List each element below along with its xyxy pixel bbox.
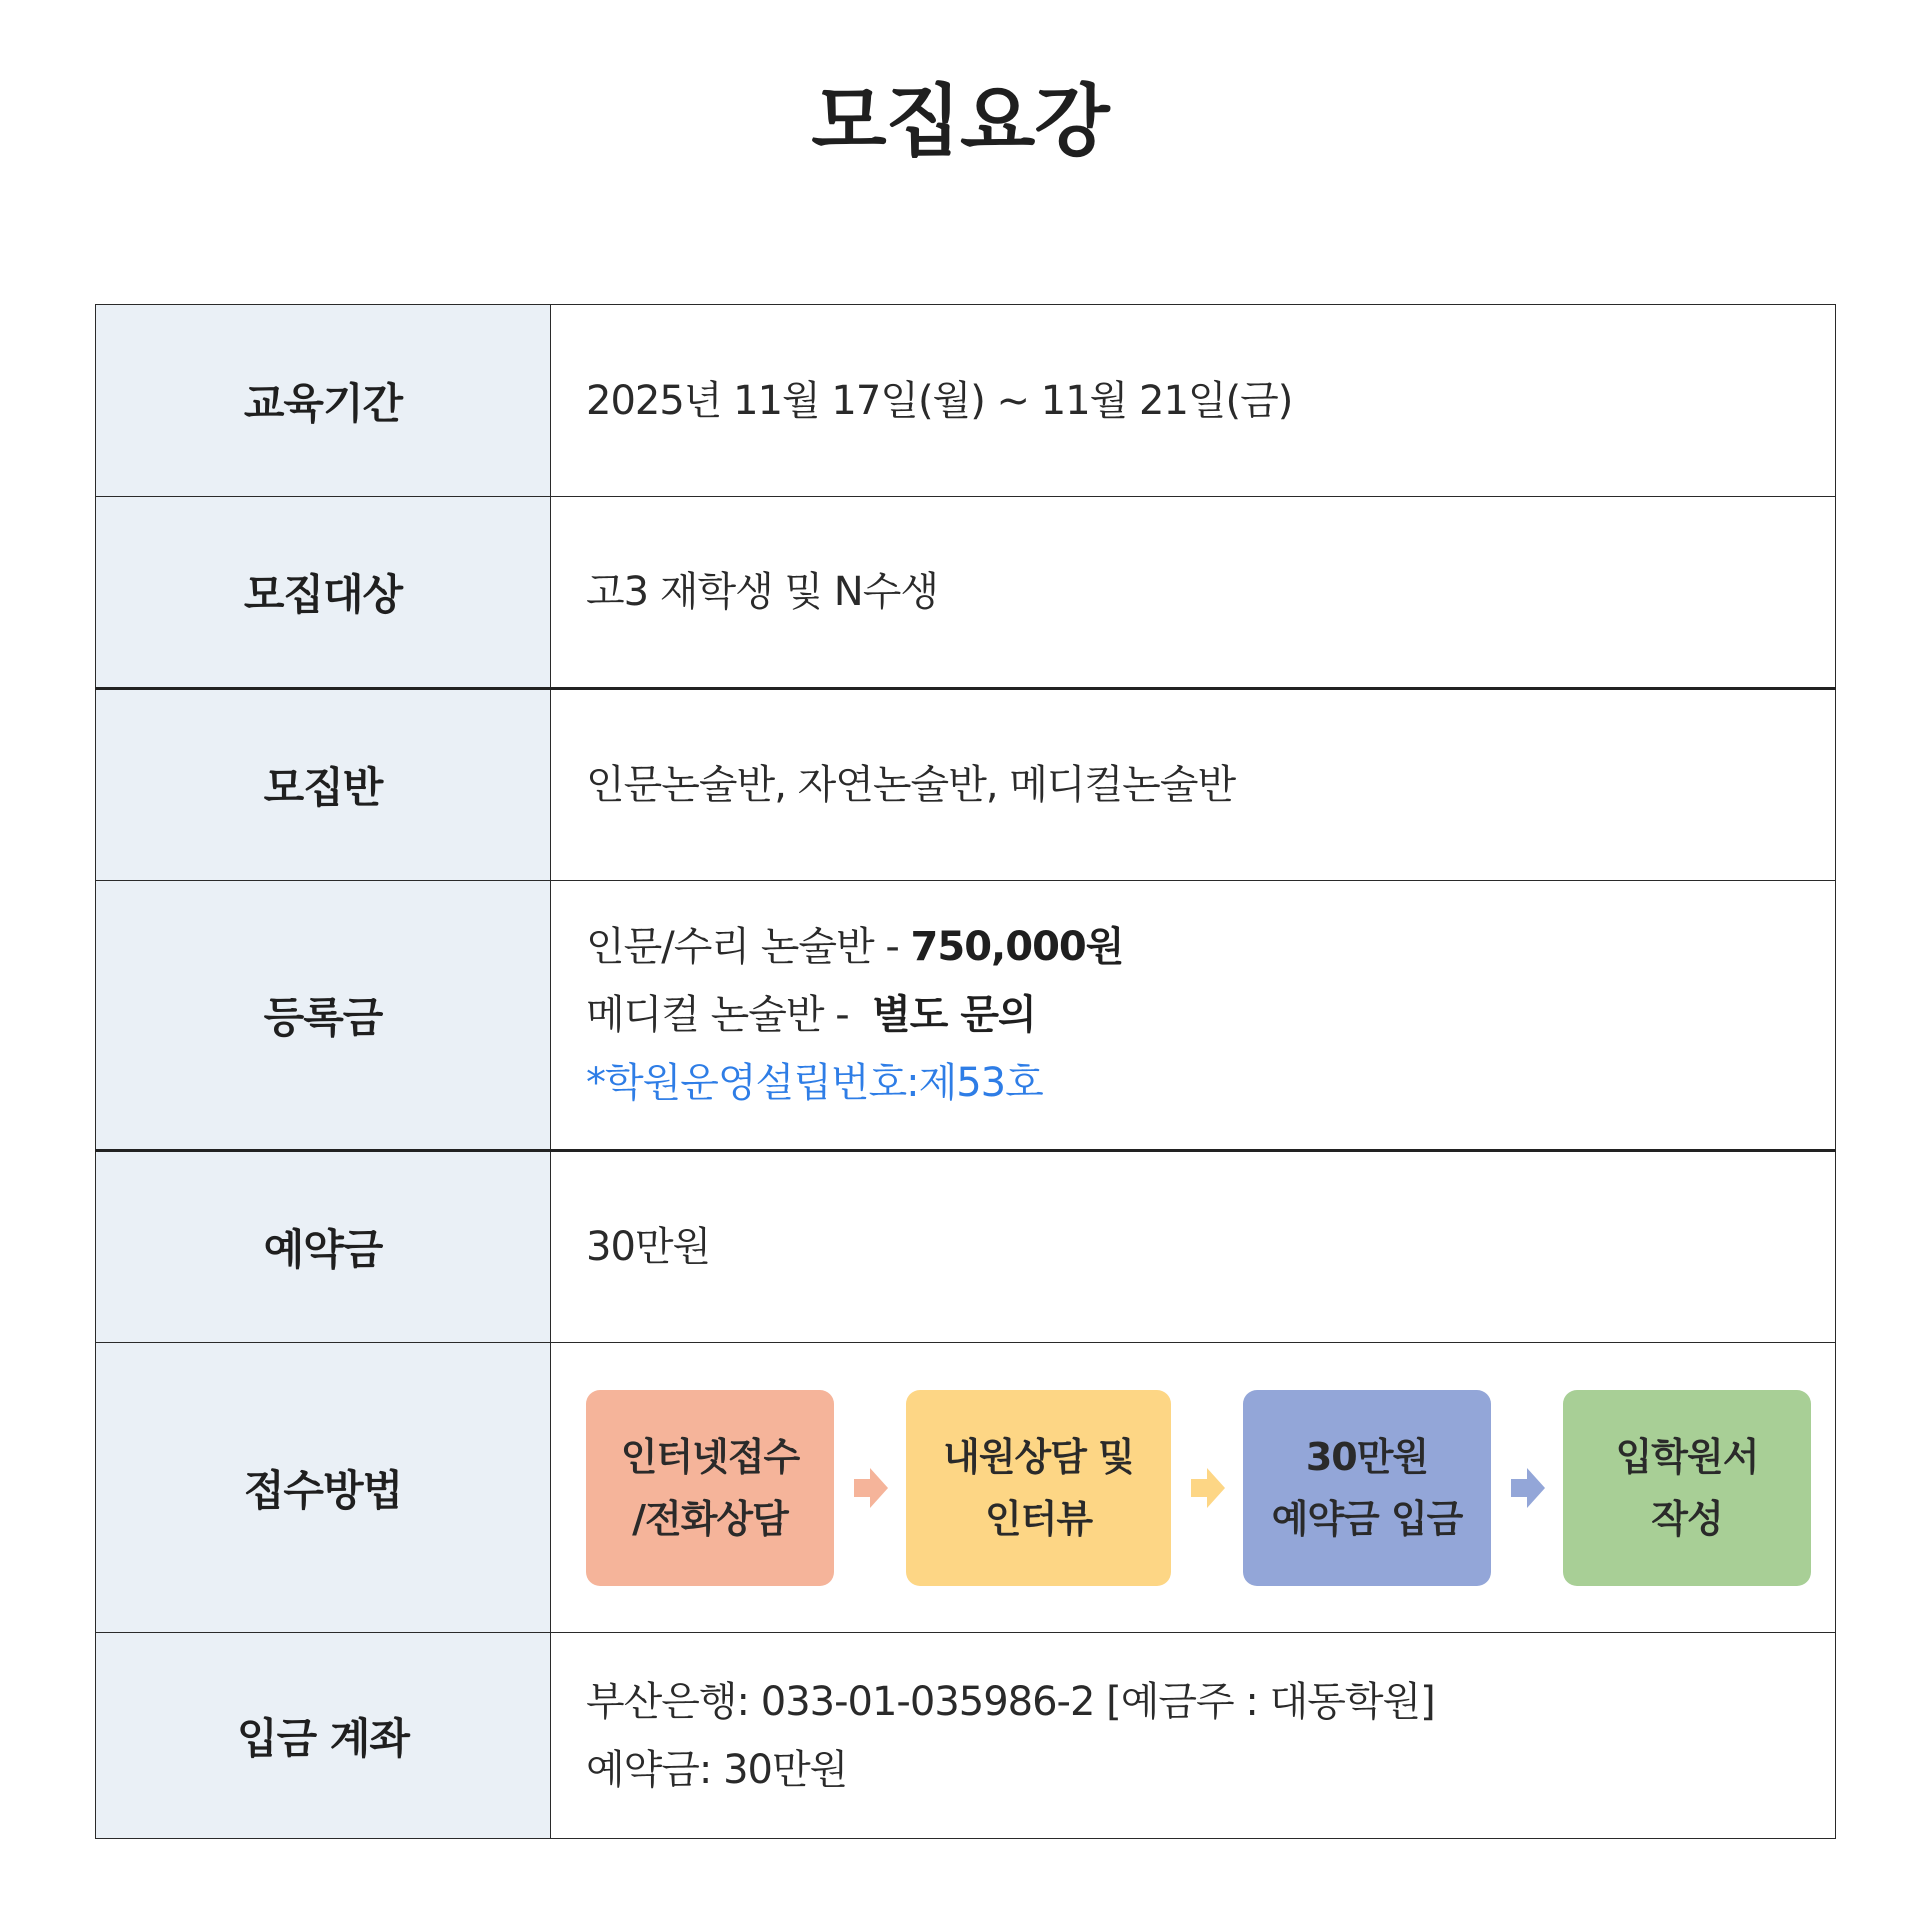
period-label: 교육기간 [96,305,551,497]
fee-medical-amount: 별도 문의 [872,992,1036,1038]
table-row-classes [96,689,1836,881]
classes-label: 모집반 [96,689,551,881]
step-deposit-payment [1243,1390,1491,1586]
recruitment-table [95,304,1836,1839]
arrow-right-icon [1191,1466,1225,1510]
account-value [551,1633,1836,1839]
fee-line-humanities [586,913,1835,981]
account-label: 입금 계좌 [96,1633,551,1839]
bank-account-info: 부산은행: 033-01-035986-2 [예금주 : 대동학원] [586,1678,1435,1725]
target-value: 고3 재학생 및 N수생 [551,497,1836,689]
academy-registration-note: *학원운영설립번호:제53호 [586,1060,1043,1106]
deposit-label: 예약금 [96,1151,551,1343]
table-row-fee [96,881,1836,1151]
step-3-line-1: 30만원 [1305,1434,1429,1479]
method-value [551,1343,1836,1633]
step-visit-interview [906,1390,1171,1586]
fee-humanities-class: 인문/수리 논술반 - [586,924,911,970]
table-row-deposit [96,1151,1836,1343]
step-3-line-2: 예약금 입금 [1271,1496,1463,1541]
fee-line-medical [586,981,1835,1049]
method-label: 접수방법 [96,1343,551,1633]
arrow-right-icon [1511,1466,1545,1510]
deposit-amount-info: 예약금: 30만원 [586,1746,848,1793]
arrow-right-icon [854,1466,888,1510]
deposit-value: 30만원 [551,1151,1836,1343]
step-application-form [1563,1390,1811,1586]
classes-value: 인문논술반, 자연논술반, 메디컬논술반 [551,689,1836,881]
period-value: 2025년 11월 17일(월) ~ 11월 21일(금) [551,305,1836,497]
step-4-line-1: 입학원서 [1615,1434,1759,1479]
table-row-period [96,305,1836,497]
step-1-line-1: 인터넷접수 [620,1434,800,1479]
fee-medical-class: 메디컬 논술반 - [586,992,873,1038]
step-4-line-2: 작성 [1651,1496,1723,1541]
fee-humanities-amount: 750,000원 [910,924,1124,970]
table-row-target [96,497,1836,689]
step-2-line-1: 내원상담 및 [943,1434,1134,1479]
step-online-or-phone [586,1390,834,1586]
application-steps [586,1388,1835,1588]
fee-value [551,881,1836,1151]
step-2-line-2: 인터뷰 [984,1496,1093,1541]
step-1-line-2: /전화상담 [632,1496,788,1541]
fee-label: 등록금 [96,881,551,1151]
target-label: 모집대상 [96,497,551,689]
page-title: 모집요강 [811,77,1109,167]
table-row-method [96,1343,1836,1633]
table-row-account [96,1633,1836,1839]
